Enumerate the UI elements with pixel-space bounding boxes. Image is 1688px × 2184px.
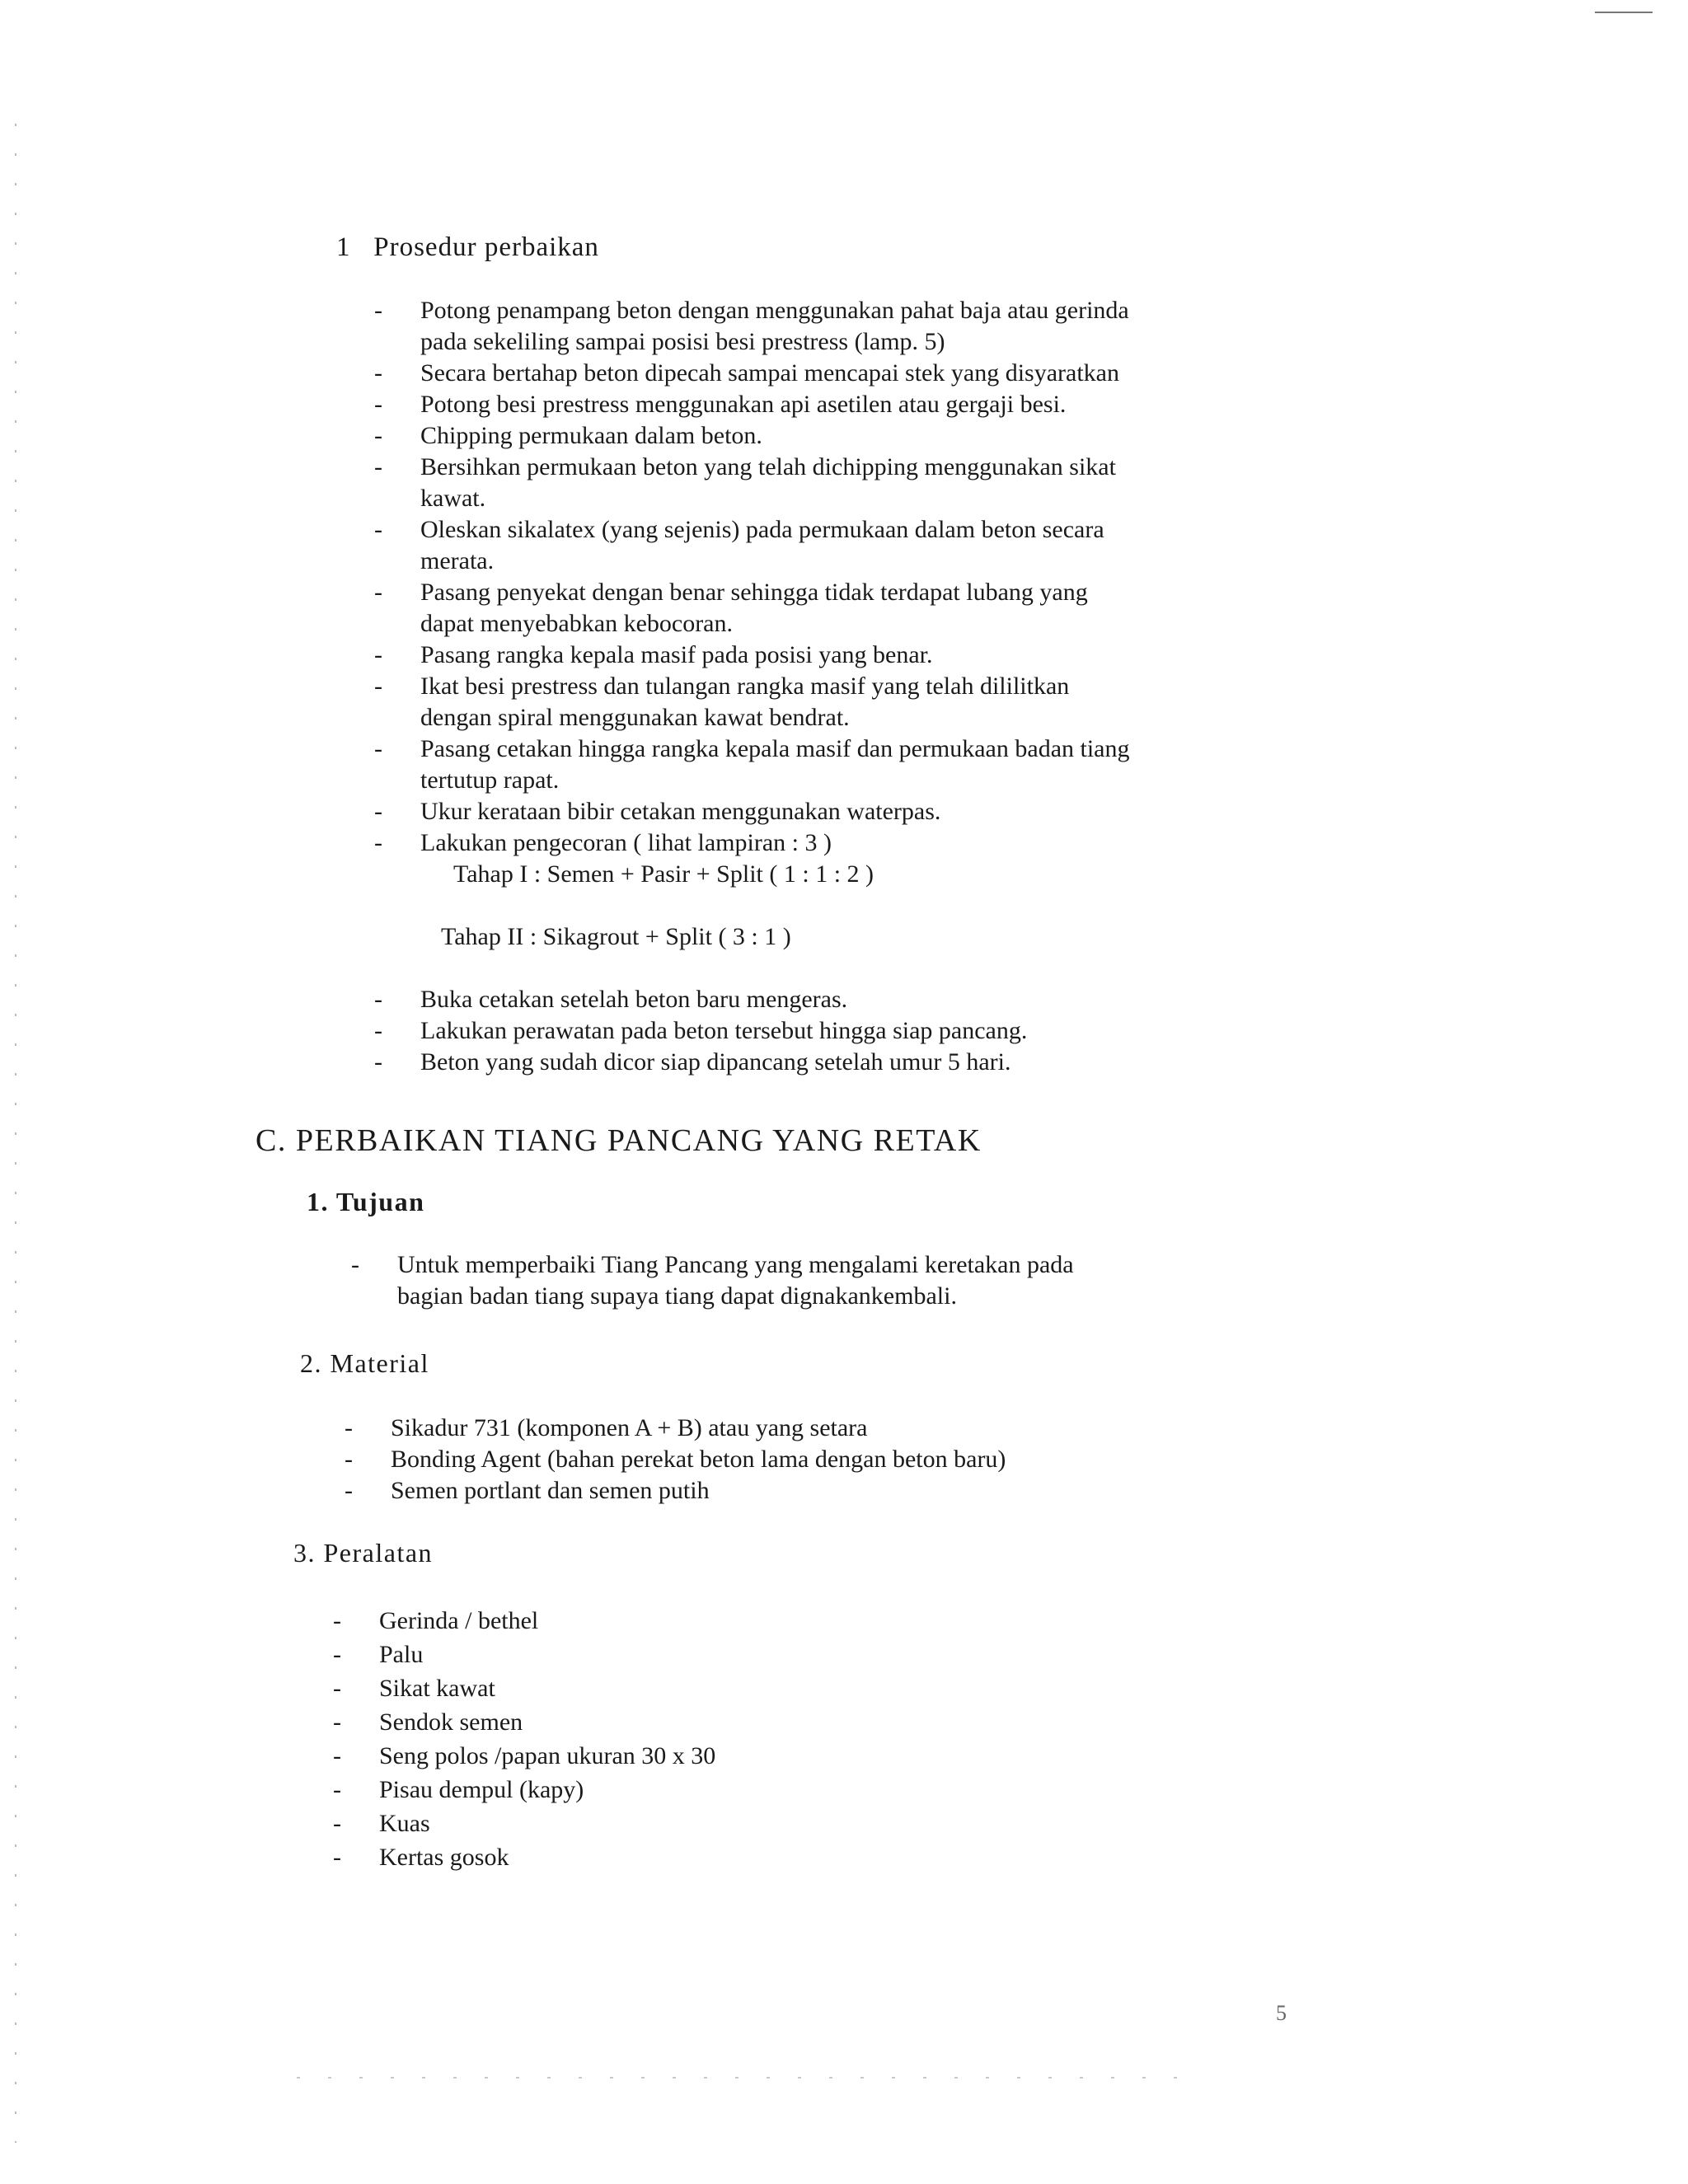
list-item <box>374 452 1335 514</box>
step-text: Pasang rangka kepala masif pada posisi yang benar. <box>420 641 933 668</box>
dash-marker: - <box>374 986 382 1013</box>
list-item <box>345 1413 1314 1444</box>
dash-marker: - <box>333 1776 341 1803</box>
dash-marker: - <box>374 798 382 825</box>
list-item <box>345 1444 1314 1475</box>
step-text: Pasang cetakan hingga rangka kepala masif dan permukaan badan tiang tertutup rapat. <box>420 735 1130 794</box>
list-item <box>374 640 1335 671</box>
dash-marker: - <box>374 1017 382 1044</box>
step-text: Beton yang sudah dicor siap dipancang setelah umur 5 hari. <box>420 1048 1011 1076</box>
dash-marker: - <box>374 453 382 480</box>
list-item <box>374 514 1335 577</box>
tujuan-heading: 1. Tujuan <box>307 1187 425 1216</box>
procedure-title: Prosedur perbaikan <box>373 232 599 262</box>
list-item <box>345 1475 1314 1507</box>
dash-marker: - <box>374 829 382 856</box>
list-item <box>374 577 1335 640</box>
dash-marker: - <box>374 673 382 700</box>
step-text: Ikat besi prestress dan tulangan rangka masif yang telah dililitkan dengan spiral menggunakan kawat bendrat. <box>420 673 1070 731</box>
dash-marker: - <box>333 1810 341 1837</box>
step-text: Pasang penyekat dengan benar sehingga tidak terdapat lubang yang dapat menyebabkan kebocoran. <box>420 579 1088 637</box>
dash-marker: - <box>333 1607 341 1634</box>
page-number: 5 <box>1276 2001 1287 2025</box>
peralatan-text: Sendok semen <box>379 1708 523 1736</box>
list-item <box>333 1739 1203 1773</box>
peralatan-list <box>333 1604 1203 1874</box>
list-item <box>333 1671 1203 1705</box>
step-text: Lakukan perawatan pada beton tersebut hingga siap pancang. <box>420 1017 1028 1044</box>
peralatan-text: Pisau dempul (kapy) <box>379 1776 584 1803</box>
peralatan-text: Sikat kawat <box>379 1675 495 1702</box>
list-item <box>333 1840 1203 1874</box>
dash-marker: - <box>374 422 382 449</box>
step-text: Potong penampang beton dengan menggunakan pahat baja atau gerinda pada sekeliling sampai posisi besi prestress (lamp. 5) <box>420 297 1129 355</box>
list-item <box>333 1807 1203 1840</box>
tujuan-list <box>351 1249 1320 1312</box>
step-text: Ukur kerataan bibir cetakan menggunakan waterpas. <box>420 798 941 825</box>
list-item <box>333 1604 1203 1638</box>
list-item <box>374 389 1335 420</box>
list-item <box>374 671 1335 733</box>
material-text: Semen portlant dan semen putih <box>391 1477 710 1504</box>
peralatan-text: Gerinda / bethel <box>379 1607 539 1634</box>
dash-marker: - <box>351 1251 359 1278</box>
list-item <box>374 827 1335 984</box>
dash-marker: - <box>333 1708 341 1736</box>
peralatan-text: Seng polos /papan ukuran 30 x 30 <box>379 1742 716 1769</box>
list-item <box>333 1705 1203 1739</box>
dash-marker: - <box>374 516 382 543</box>
peralatan-text: Kertas gosok <box>379 1844 509 1871</box>
list-item <box>374 358 1335 389</box>
dash-marker: - <box>333 1641 341 1668</box>
list-item <box>351 1249 1320 1312</box>
dash-marker: - <box>374 641 382 668</box>
list-item <box>374 420 1335 452</box>
list-item <box>374 733 1335 796</box>
peralatan-heading: 3. Peralatan <box>293 1538 434 1568</box>
procedure-number: 1 <box>336 232 351 262</box>
dash-marker: - <box>374 735 382 762</box>
step-text: Secara bertahap beton dipecah sampai mencapai stek yang disyaratkan <box>420 359 1119 387</box>
list-item <box>374 295 1335 358</box>
dash-marker: - <box>374 579 382 606</box>
stage-line: Tahap II : Sikagrout + Split ( 3 : 1 ) <box>441 923 791 950</box>
dash-marker: - <box>374 297 382 324</box>
peralatan-text: Kuas <box>379 1810 430 1837</box>
list-item <box>374 1015 1335 1047</box>
procedure-heading <box>336 232 599 263</box>
stage-line: Tahap I : Semen + Pasir + Split ( 1 : 1 : 2 ) <box>453 860 874 888</box>
procedure-steps-list <box>374 295 1335 1078</box>
step-text: Potong besi prestress menggunakan api asetilen atau gergaji besi. <box>420 391 1067 418</box>
material-heading: 2. Material <box>300 1348 429 1378</box>
dash-marker: - <box>345 1446 353 1473</box>
step-text: Bersihkan permukaan beton yang telah dichipping menggunakan sikat kawat. <box>420 453 1116 512</box>
dash-marker: - <box>333 1742 341 1769</box>
list-item <box>374 984 1335 1015</box>
dash-marker: - <box>345 1414 353 1441</box>
step-text: Oleskan sikalatex (yang sejenis) pada permukaan dalam beton secara merata. <box>420 516 1104 574</box>
peralatan-text: Palu <box>379 1641 424 1668</box>
step-text: Chipping permukaan dalam beton. <box>420 422 762 449</box>
step-text: Buka cetakan setelah beton baru mengeras. <box>420 986 848 1013</box>
dash-marker: - <box>374 1048 382 1076</box>
section-c-title: C. PERBAIKAN TIANG PANCANG YANG RETAK <box>256 1123 982 1158</box>
tujuan-text: Untuk memperbaiki Tiang Pancang yang mengalami keretakan pada bagian badan tiang supaya tiang dapat dignakankembali. <box>397 1251 1074 1310</box>
scan-mark-top-right <box>1595 12 1653 13</box>
scan-edge-dots <box>15 124 16 2143</box>
dash-marker: - <box>333 1844 341 1871</box>
dash-marker: - <box>333 1675 341 1702</box>
material-text: Bonding Agent (bahan perekat beton lama dengan beton baru) <box>391 1446 1006 1473</box>
dash-marker: - <box>345 1477 353 1504</box>
list-item <box>374 1047 1335 1078</box>
list-item <box>333 1773 1203 1807</box>
dash-marker: - <box>374 359 382 387</box>
list-item <box>333 1638 1203 1671</box>
list-item <box>374 796 1335 827</box>
step-text: Lakukan pengecoran ( lihat lampiran : 3 ) <box>420 829 832 856</box>
scan-bottom-dots <box>297 2077 1179 2079</box>
dash-marker: - <box>374 391 382 418</box>
material-list <box>345 1413 1314 1507</box>
material-text: Sikadur 731 (komponen A + B) atau yang setara <box>391 1414 868 1441</box>
